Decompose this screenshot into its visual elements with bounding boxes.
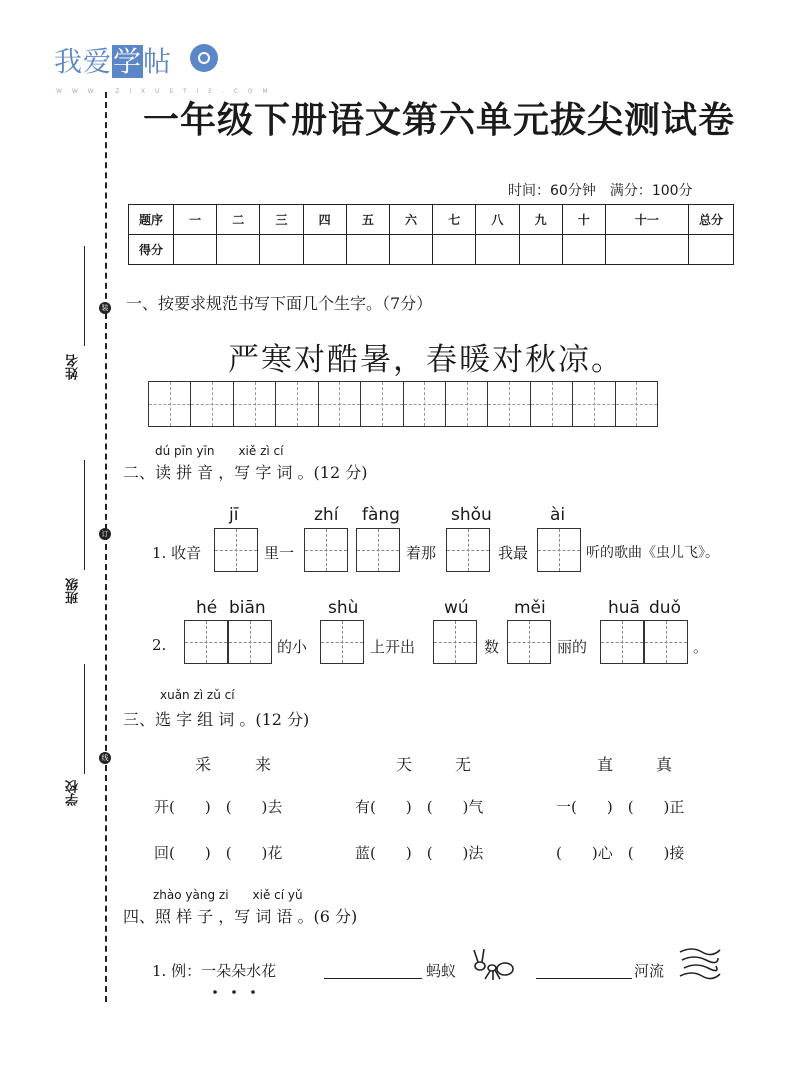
q4-heading: 四、照 样 子 ，写 词 语 。(6 分) <box>123 907 358 926</box>
score-cell[interactable] <box>346 235 389 265</box>
answer-box[interactable] <box>184 620 228 664</box>
name-line <box>84 246 85 346</box>
school-line <box>84 664 85 774</box>
score-header: 四 <box>303 205 346 235</box>
answer-box[interactable] <box>644 620 688 664</box>
score-cell[interactable] <box>260 235 303 265</box>
emphasis-dots <box>212 980 262 986</box>
pinyin: shù <box>328 598 359 618</box>
river-icon <box>676 944 722 984</box>
q2-text: 听的歌曲《虫儿飞》。 <box>586 545 719 561</box>
pinyin: ài <box>550 505 566 525</box>
score-header: 总分 <box>689 205 734 235</box>
q3-blank-item[interactable]: 回( ) ( )花 <box>154 844 283 862</box>
answer-box[interactable] <box>304 528 348 572</box>
q4-word: 蚂蚁 <box>426 962 457 980</box>
ant-icon <box>468 944 516 984</box>
score-header: 六 <box>389 205 432 235</box>
binding-line <box>105 92 107 1002</box>
binding-dot: 订 <box>99 528 111 540</box>
q2-heading-pinyin: dú pīn yīn xiě zì cí <box>155 444 284 458</box>
score-cell[interactable] <box>605 235 688 265</box>
q2-text: 里一 <box>264 544 295 562</box>
score-header: 一 <box>174 205 217 235</box>
choice-char: 真 <box>656 755 673 774</box>
choice-char: 采 <box>195 755 212 774</box>
score-header: 三 <box>260 205 303 235</box>
binding-dot: 装 <box>99 302 111 314</box>
choice-char: 无 <box>455 755 472 774</box>
logo-icon <box>190 44 218 72</box>
pinyin: shǒu <box>451 505 492 525</box>
school-label: 学校 <box>66 780 81 806</box>
writing-grid-row[interactable] <box>148 381 658 427</box>
q1-sentence: 严寒对酷暑，春暖对秋凉。 <box>228 342 624 378</box>
brand-logo: 我爱学帖 <box>54 45 173 78</box>
answer-box[interactable] <box>356 528 400 572</box>
name-label: 姓名 <box>66 354 81 380</box>
class-label: 班级 <box>66 578 81 604</box>
score-header: 八 <box>476 205 519 235</box>
q2-text: 着那 <box>406 544 437 562</box>
pinyin: jī <box>229 505 239 525</box>
score-cell[interactable] <box>217 235 260 265</box>
score-table <box>128 204 734 265</box>
answer-box[interactable] <box>507 620 551 664</box>
pinyin: wú <box>444 598 469 618</box>
answer-box[interactable] <box>320 620 364 664</box>
q2-text: 1. 收音 <box>152 544 202 562</box>
q3-blank-item[interactable]: 开( ) ( )去 <box>154 798 283 816</box>
q3-blank-item[interactable]: 有( ) ( )气 <box>355 798 484 816</box>
q3-heading: 三、选 字 组 词 。(12 分) <box>123 710 310 729</box>
score-cell[interactable] <box>303 235 346 265</box>
q4-example: 1. 例：一朵朵水花 <box>152 962 277 980</box>
score-header: 九 <box>519 205 562 235</box>
q2-text: 数 <box>484 638 500 656</box>
q2-heading: 二、读 拼 音 ，写 字 词 。(12 分) <box>123 463 368 482</box>
pinyin: měi <box>514 598 546 618</box>
q2-text: 2. <box>152 636 167 654</box>
q2-text: 我最 <box>498 544 529 562</box>
q3-heading-pinyin: xuǎn zì zǔ cí <box>160 688 235 702</box>
score-header: 二 <box>217 205 260 235</box>
choice-char: 直 <box>597 755 614 774</box>
q2-text: 。 <box>693 638 709 656</box>
score-cell[interactable] <box>519 235 562 265</box>
q2-text: 上开出 <box>370 638 416 656</box>
score-cell[interactable] <box>389 235 432 265</box>
pinyin: biān <box>229 598 266 618</box>
score-cell[interactable] <box>689 235 734 265</box>
score-header: 五 <box>346 205 389 235</box>
pinyin: duǒ <box>649 598 681 618</box>
score-header: 题序 <box>129 205 174 235</box>
page-title: 一年级下册语文第六单元拔尖测试卷 <box>143 100 736 141</box>
answer-box[interactable] <box>537 528 581 572</box>
pinyin: hé <box>196 598 218 618</box>
q2-text: 的小 <box>277 638 308 656</box>
score-cell[interactable] <box>562 235 605 265</box>
score-header: 十一 <box>605 205 688 235</box>
answer-line[interactable] <box>324 978 422 979</box>
choice-char: 来 <box>255 755 272 774</box>
answer-box[interactable] <box>214 528 258 572</box>
answer-box[interactable] <box>433 620 477 664</box>
score-cell[interactable] <box>433 235 476 265</box>
score-cell[interactable] <box>476 235 519 265</box>
q4-word: 河流 <box>634 962 665 980</box>
binding-dot: 线 <box>99 752 111 764</box>
score-header: 十 <box>562 205 605 235</box>
q2-text: 丽的 <box>557 638 588 656</box>
score-cell[interactable] <box>174 235 217 265</box>
q3-blank-item[interactable]: 一( ) ( )正 <box>556 798 685 816</box>
pinyin: huā <box>608 598 640 618</box>
answer-box[interactable] <box>600 620 644 664</box>
choice-char: 天 <box>396 755 413 774</box>
brand-url: W W W . Z I X U E T I E . C O M <box>56 88 272 95</box>
answer-box[interactable] <box>446 528 490 572</box>
q4-heading-pinyin: zhào yàng zi xiě cí yǔ <box>153 888 303 902</box>
q1-heading: 一、按要求规范书写下面几个生字。（7分） <box>126 294 433 313</box>
q3-blank-item[interactable]: 蓝( ) ( )法 <box>355 844 484 862</box>
answer-line[interactable] <box>536 978 632 979</box>
score-header: 七 <box>433 205 476 235</box>
q3-blank-item[interactable]: ( )心 ( )接 <box>556 844 685 862</box>
answer-box[interactable] <box>228 620 272 664</box>
score-row-label: 得分 <box>129 235 174 265</box>
pinyin: fàng <box>362 505 400 525</box>
class-line <box>84 460 85 570</box>
pinyin: zhí <box>314 505 339 525</box>
exam-meta: 时间：60分钟 满分：100分 <box>508 183 693 199</box>
